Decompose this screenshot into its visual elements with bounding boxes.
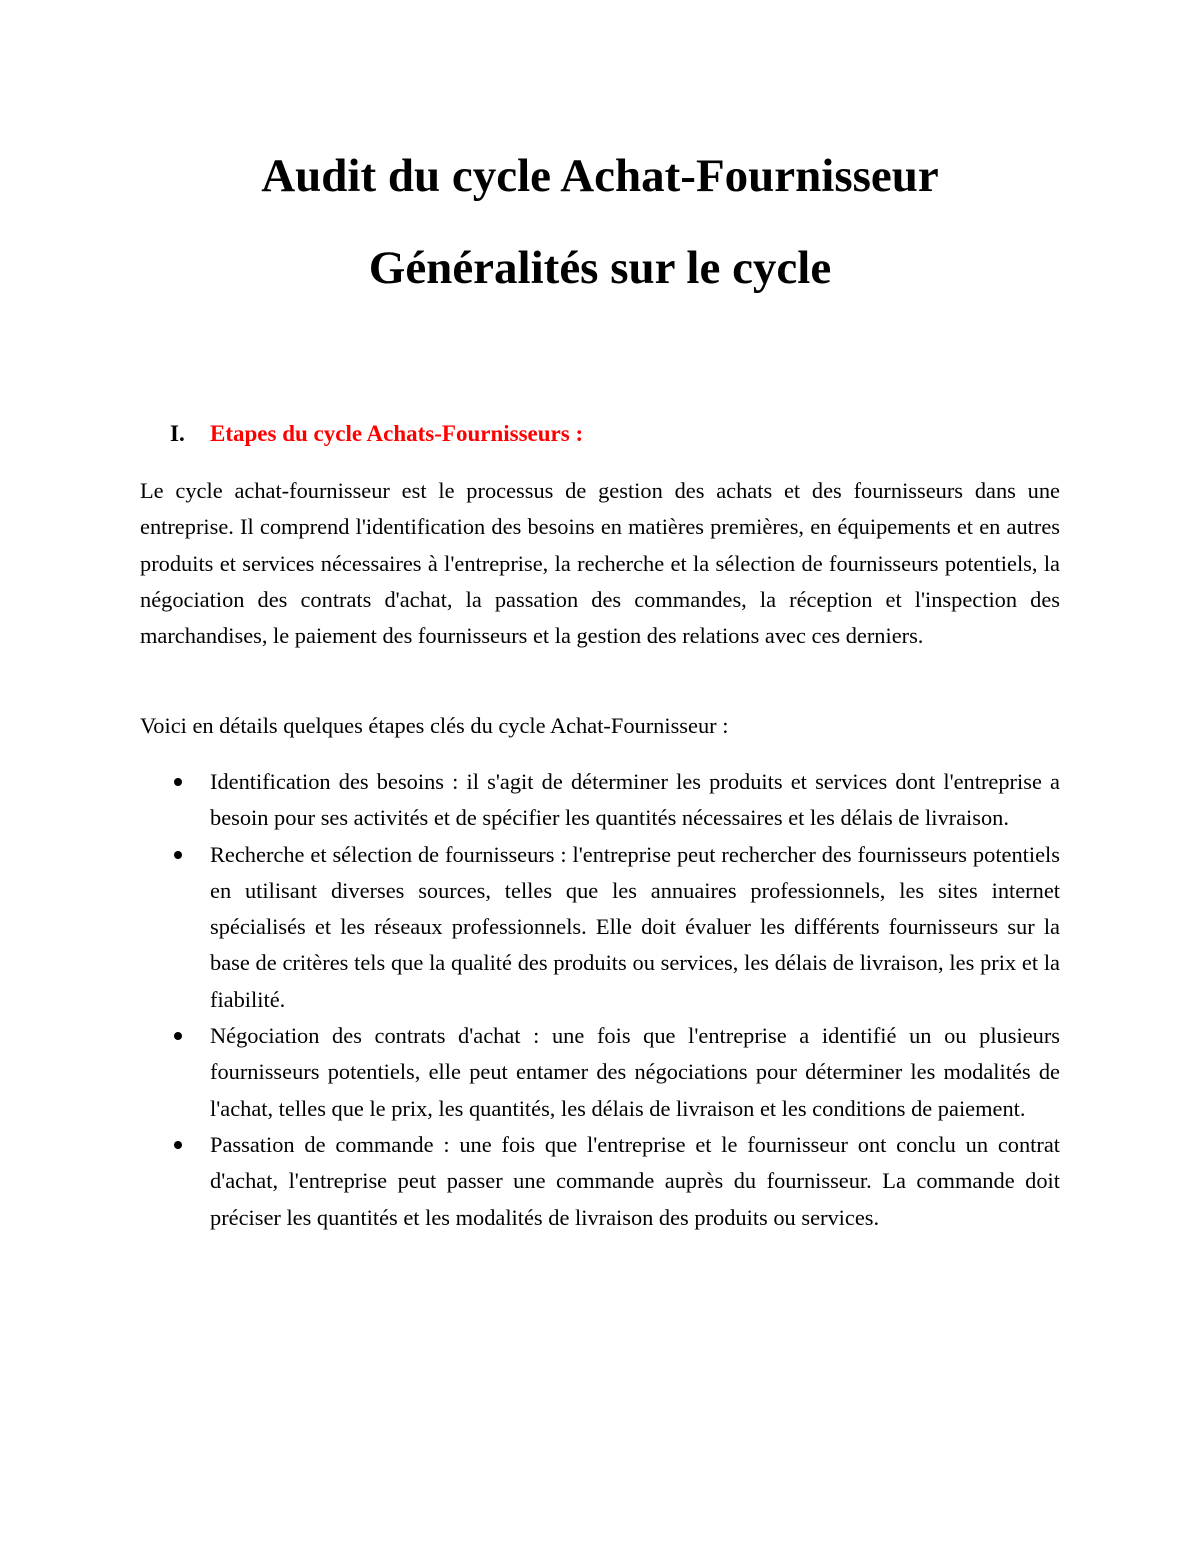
steps-list [140, 764, 1060, 1236]
document-title: Audit du cycle Achat-Fournisseur [261, 150, 939, 202]
section-heading [170, 418, 583, 450]
document-subtitle: Généralités sur le cycle [368, 242, 832, 294]
list-item [140, 837, 1060, 1018]
list-item [140, 1018, 1060, 1127]
intro-paragraph: Le cycle achat-fournisseur est le processus de gestion des achats et des fournisseurs dans une entreprise. Il comprend l'identification des besoins en matières premières, en équipements et en autres produits et services nécessaires à l'entreprise, la recherche et la sélection de fournisseurs potentiels, la négociation des contrats d'achat, la passation des commandes, la réception et l'inspection des marchandises, le paiement des fournisseurs et la gestion des relations avec ces derniers. [140, 478, 1060, 649]
list-item-text: Négociation des contrats d'achat : une fois que l'entreprise a identifié un ou plusieurs fournisseurs potentiels, elle peut entamer des négociations pour déterminer les modalités de l'achat, telles que le prix, les quantités, les délais de livraison et les conditions de paiement. [210, 1023, 1060, 1121]
bullet-icon [174, 1032, 182, 1040]
list-item [140, 764, 1060, 837]
list-item [140, 1127, 1060, 1236]
bullet-icon [174, 1141, 182, 1149]
list-item-text: Identification des besoins : il s'agit de déterminer les produits et services dont l'entreprise a besoin pour ses activités et de spécifier les quantités nécessaires et les délais de livraison. [210, 769, 1060, 831]
section-number: I. [170, 421, 185, 446]
bullet-icon [174, 778, 182, 786]
list-item-text: Passation de commande : une fois que l'entreprise et le fournisseur ont conclu un contrat d'achat, l'entreprise peut passer une commande auprès du fournisseur. La commande doit préciser les quantités et les modalités de livraison des produits ou services. [210, 1131, 1060, 1230]
list-item-text: Recherche et sélection de fournisseurs : l'entreprise peut rechercher des fournisseurs potentiels en utilisant diverses sources, telles que les annuaires professionnels, les sites internet spécialisés et les réseaux professionnels. Elle doit évaluer les différents fournisseurs sur la base de critères tels que la qualité des produits ou services, les délais de livraison, les prix et la fiabilité. [210, 841, 1060, 1012]
steps-intro: Voici en détails quelques étapes clés du cycle Achat-Fournisseur : [140, 713, 729, 738]
section-heading-label: Etapes du cycle Achats-Fournisseurs : [210, 421, 584, 446]
bullet-icon [174, 851, 182, 859]
